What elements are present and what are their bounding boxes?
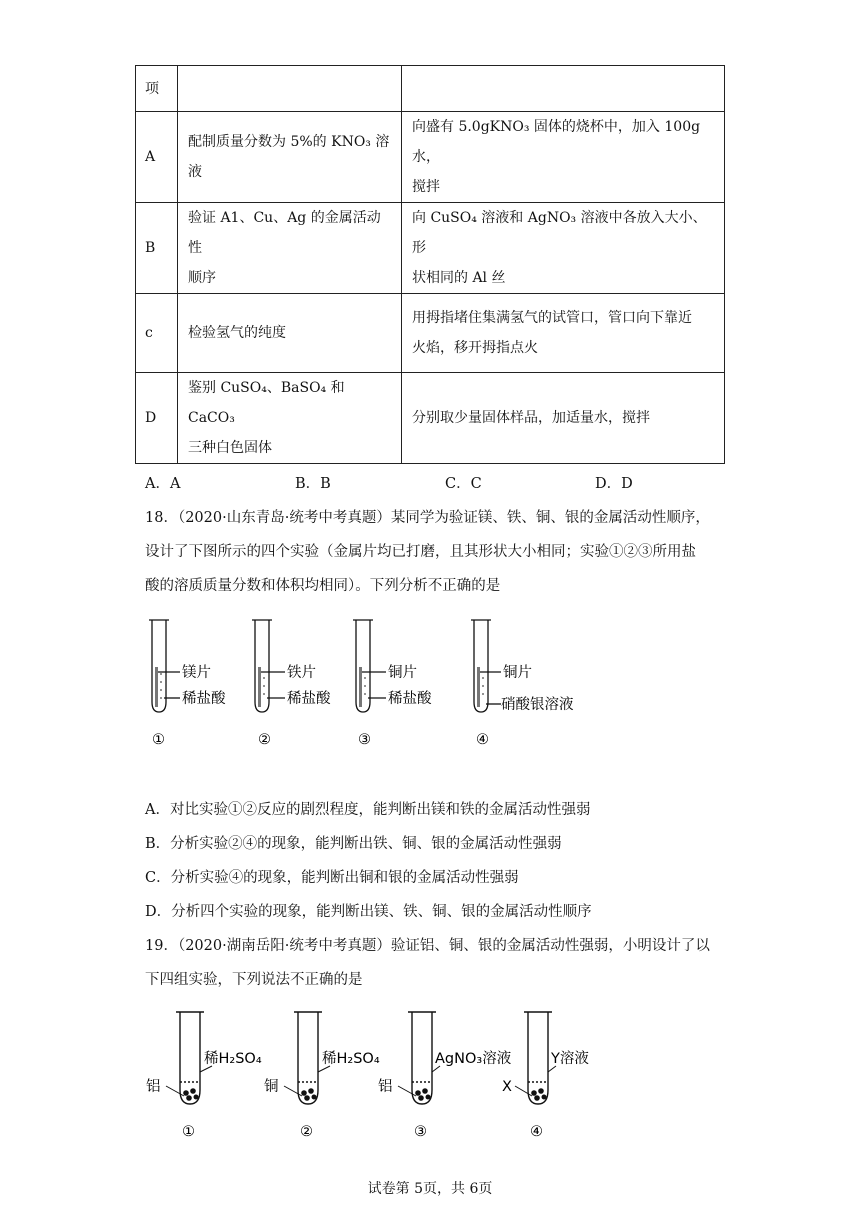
tube-3-metal-label: 铝 [378,1079,393,1095]
cell-line: 验证 A1、Cu、Ag 的金属活动性 [188,210,381,256]
pointer-line [166,1086,184,1096]
cell-line: 用拇指堵住集满氢气的试管口，管口向下靠近 [412,310,692,326]
tube-2-number: ② [300,1124,313,1140]
metal-granules-icon [415,1088,430,1101]
table-cell: B [136,203,178,294]
test-tube-4 [524,1012,552,1104]
table-cell: c [136,294,178,373]
tube-3-liquid-label: 稀盐酸 [388,691,432,707]
table-cell [402,294,725,373]
pointer-line [284,1086,302,1096]
test-tube-1 [176,1012,204,1104]
pointer-line [398,1086,416,1096]
tube-2-liquid-label: 稀H₂SO₄ [322,1051,380,1067]
tube-4-liquid-label: Y溶液 [551,1051,589,1067]
test-tube-4 [471,620,501,712]
table-cell: 项 [136,66,178,112]
cell-line: 状相同的 Al 丝 [412,270,506,286]
table-cell [178,112,402,203]
tube-1-number: ① [182,1124,195,1140]
cell-line: 鉴别 CuSO₄、BaSO₄ 和 CaCO₃ [188,380,345,426]
table-cell: D [136,373,178,464]
tube-1-metal-label: 镁片 [182,665,211,681]
table-row [136,203,725,294]
cell-line: 配制质量分数为 5%的 KNO₃ 溶 [188,134,390,150]
table-cell [402,373,725,464]
metal-granules-icon [301,1088,316,1101]
table-row [136,373,725,464]
tube-4-number: ④ [530,1124,543,1140]
cell-line: 向 CuSO₄ 溶液和 AgNO₃ 溶液中各放入大小、形 [412,210,707,256]
tube-2-liquid-label: 稀盐酸 [287,691,331,707]
table-cell [178,203,402,294]
table-cell: A [136,112,178,203]
test-tube-3 [408,1012,436,1104]
q18-option-a[interactable]: A．对比实验①②反应的剧烈程度，能判断出镁和铁的金属活动性强弱 [145,802,591,818]
metal-granules-icon [183,1088,198,1101]
tube-3-liquid-label: AgNO₃溶液 [435,1051,512,1067]
tube-4-metal-label: 铜片 [503,665,532,681]
q18-option-c[interactable]: C．分析实验④的现象，能判断出铜和银的金属活动性强弱 [145,870,519,886]
q18-stem-line: 酸的溶质质量分数和体积均相同）。下列分析不正确的是 [145,578,501,594]
cell-line: 搅拌 [412,179,440,195]
tube-4-number: ④ [476,732,489,748]
table-row [136,294,725,373]
q17-option-a[interactable]: A．A [145,476,181,492]
tube-1-number: ① [152,732,165,748]
cell-line: 液 [188,164,202,180]
table-cell [178,294,402,373]
cell-line: 三种白色固体 [188,440,272,456]
tube-4-liquid-label: 硝酸银溶液 [501,697,574,713]
metal-granules-icon [531,1088,546,1101]
q17-option-b[interactable]: B．B [295,476,331,492]
cell-line: 火焰，移开拇指点火 [412,340,538,356]
q17-option-c[interactable]: C．C [445,476,482,492]
q17-option-d[interactable]: D．D [595,476,633,492]
table-cell [402,203,725,294]
tube-3-number: ③ [414,1124,427,1140]
tube-2-number: ② [258,732,271,748]
cell-line: 顺序 [188,270,216,286]
q18-stem-line: 18．（2020·山东青岛·统考中考真题）某同学为验证镁、铁、铜、银的金属活动性顺序， [145,510,710,526]
test-tube-1 [149,620,180,712]
table-cell [178,373,402,464]
q18-option-d[interactable]: D．分析四个实验的现象，能判断出镁、铁、铜、银的金属活动性顺序 [145,904,592,920]
q19-stem-line: 19．（2020·湖南岳阳·统考中考真题）验证铝、铜、银的金属活动性强弱，小明设计了以 [145,938,710,954]
tube-4-metal-label: X [502,1079,512,1095]
q18-option-b[interactable]: B．分析实验②④的现象，能判断出铁、铜、银的金属活动性强弱 [145,836,562,852]
cell-line: 向盛有 5.0gKNO₃ 固体的烧杯中，加入 100g 水， [412,119,701,165]
pointer-line [515,1086,532,1096]
table-row [136,112,725,203]
cell-line: 分别取少量固体样品，加适量水，搅拌 [412,410,650,426]
table-row [136,66,725,112]
test-tube-3 [353,620,386,712]
test-tube-2 [294,1012,322,1104]
tube-2-metal-label: 铁片 [287,665,316,681]
table-cell [178,66,402,112]
q18-test-tube-figure [140,612,600,752]
tube-1-metal-label: 铝 [146,1079,161,1095]
page-footer: 试卷第 5页，共 6页 [367,1181,493,1197]
tube-3-number: ③ [358,732,371,748]
tube-3-metal-label: 铜片 [388,665,417,681]
experiment-table [135,65,725,464]
q19-test-tube-figure [140,1008,620,1143]
q19-stem-line: 下四组实验，下列说法不正确的是 [145,972,363,988]
test-tube-2 [252,620,285,712]
tube-2-metal-label: 铜 [264,1079,279,1095]
tube-1-liquid-label: 稀H₂SO₄ [204,1051,262,1067]
cell-line: 检验氢气的纯度 [188,325,286,341]
tube-1-liquid-label: 稀盐酸 [182,691,226,707]
q18-stem-line: 设计了下图所示的四个实验（金属片均已打磨，且其形状大小相同；实验①②③所用盐 [145,544,696,560]
table-cell [402,112,725,203]
table-cell [402,66,725,112]
